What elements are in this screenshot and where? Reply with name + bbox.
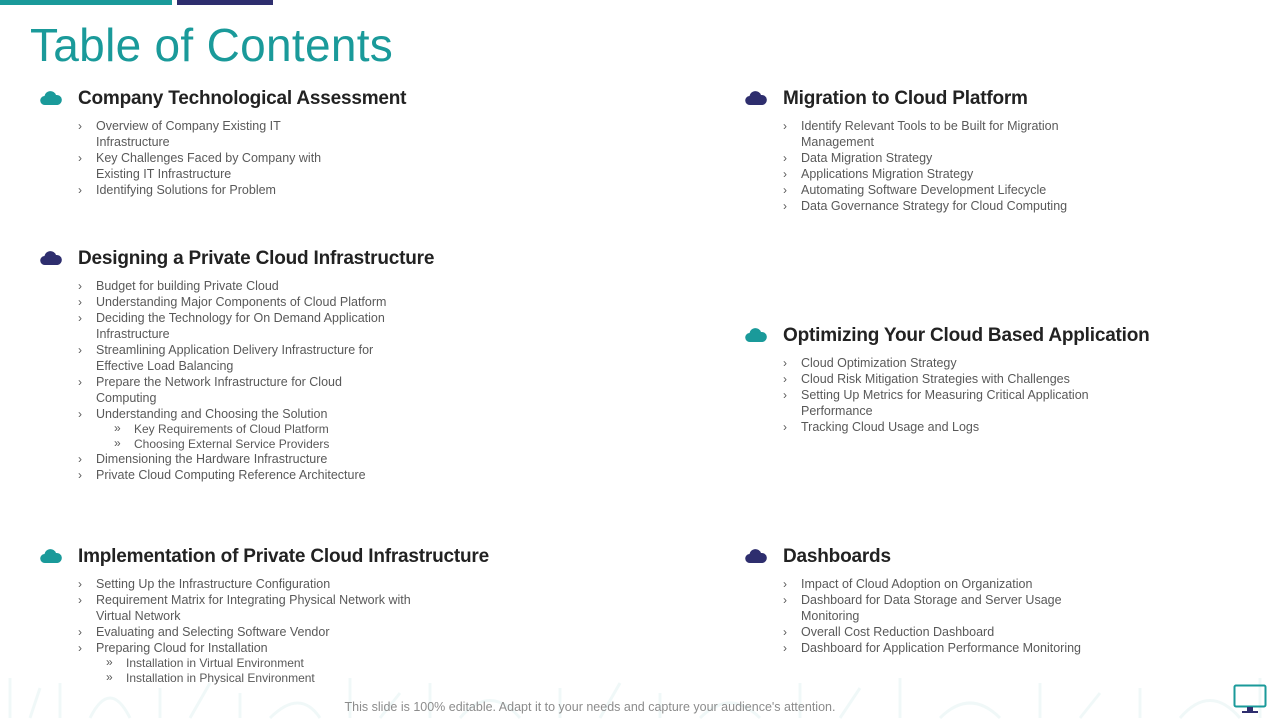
chevron-right-icon: › — [78, 452, 82, 466]
section-item-list — [40, 118, 460, 198]
chevron-right-icon: › — [783, 420, 787, 434]
chevron-right-icon: › — [783, 167, 787, 181]
chevron-right-icon: › — [78, 625, 82, 639]
chevron-right-icon: › — [783, 183, 787, 197]
list-item: › Overview of Company Existing IT Infrastructure — [78, 119, 281, 149]
slide-title: Table of Contents — [30, 19, 394, 71]
double-chevron-right-icon: » — [106, 669, 113, 684]
list-item: › Tracking Cloud Usage and Logs — [783, 420, 980, 434]
list-item: › Cloud Risk Mitigation Strategies with Challenges — [783, 372, 1070, 386]
section-item-list — [745, 355, 1185, 435]
chevron-right-icon: › — [78, 311, 82, 325]
chevron-right-icon: › — [783, 372, 787, 386]
section-optimizing — [745, 325, 1185, 435]
chevron-right-icon: › — [78, 343, 82, 357]
chevron-right-icon: › — [783, 388, 787, 402]
section-title: Dashboards — [783, 546, 891, 567]
chevron-right-icon: › — [783, 641, 787, 655]
list-item: › Setting Up the Infrastructure Configuration — [78, 577, 331, 591]
sub-item-list — [96, 422, 480, 451]
chevron-right-icon: › — [783, 356, 787, 370]
section-title: Optimizing Your Cloud Based Application — [783, 325, 1150, 346]
list-item: › Private Cloud Computing Reference Architecture — [78, 468, 366, 482]
double-chevron-right-icon: » — [106, 655, 113, 669]
sub-list-item: » Choosing External Service Providers — [114, 435, 330, 451]
list-item: › Deciding the Technology for On Demand Application Infrastructure — [78, 311, 385, 341]
cloud-icon — [40, 548, 62, 564]
list-item: › Evaluating and Selecting Software Vendor — [78, 625, 330, 639]
section-item-list — [40, 278, 480, 483]
cloud-icon — [745, 90, 767, 106]
chevron-right-icon: › — [78, 375, 82, 389]
list-item: › Requirement Matrix for Integrating Physical Network with Virtual Network — [78, 593, 411, 623]
list-item: › Dashboard for Data Storage and Server Usage Monitoring — [783, 593, 1062, 623]
list-item: › Impact of Cloud Adoption on Organization — [783, 577, 1033, 591]
top-accent-bar-navy — [177, 0, 273, 5]
sub-list-item: » Key Requirements of Cloud Platform — [114, 421, 329, 436]
chevron-right-icon: › — [78, 183, 82, 197]
chevron-right-icon: › — [783, 151, 787, 165]
chevron-right-icon: › — [783, 577, 787, 591]
chevron-right-icon: › — [78, 407, 82, 421]
cloud-icon — [40, 250, 62, 266]
section-item-list — [745, 576, 1185, 656]
double-chevron-right-icon: » — [114, 421, 121, 435]
section-company-assessment — [40, 88, 460, 198]
list-item: › Understanding and Choosing the Solution » Key Requirements of Cloud Platform » Choosing External Service Providers — [96, 406, 480, 451]
list-item: › Data Governance Strategy for Cloud Computing — [783, 199, 1068, 213]
list-item: › Budget for building Private Cloud — [78, 279, 279, 293]
chevron-right-icon: › — [78, 119, 82, 133]
chevron-right-icon: › — [783, 625, 787, 639]
list-item: › Identify Relevant Tools to be Built for Migration Management — [783, 119, 1059, 149]
list-item: › Cloud Optimization Strategy — [783, 356, 957, 370]
top-accent-bar-teal — [0, 0, 172, 5]
chevron-right-icon: › — [783, 119, 787, 133]
list-item: › Setting Up Metrics for Measuring Critical Application Performance — [783, 388, 1089, 418]
list-item: › Understanding Major Components of Cloud Platform — [78, 295, 387, 309]
list-item: › Dimensioning the Hardware Infrastructure — [78, 452, 328, 466]
cloud-icon — [745, 548, 767, 564]
section-title: Implementation of Private Cloud Infrastructure — [78, 546, 489, 567]
list-item: › Automating Software Development Lifecycle — [783, 183, 1047, 197]
chevron-right-icon: › — [78, 577, 82, 591]
section-title: Migration to Cloud Platform — [783, 88, 1028, 109]
list-item: › Prepare the Network Infrastructure for Cloud Computing — [78, 375, 342, 405]
sub-item-list — [96, 656, 520, 685]
list-item: › Data Migration Strategy — [783, 151, 933, 165]
double-chevron-right-icon: » — [114, 435, 121, 450]
chevron-right-icon: › — [78, 468, 82, 482]
list-item: › Overall Cost Reduction Dashboard — [783, 625, 995, 639]
sub-list-item: » Installation in Virtual Environment — [106, 655, 304, 670]
chevron-right-icon: › — [78, 279, 82, 293]
cloud-icon — [40, 90, 62, 106]
chevron-right-icon: › — [78, 151, 82, 165]
section-title: Designing a Private Cloud Infrastructure — [78, 248, 435, 269]
list-item: › Dashboard for Application Performance Monitoring — [783, 641, 1082, 655]
chevron-right-icon: › — [783, 199, 787, 213]
section-item-list — [745, 118, 1165, 214]
chevron-right-icon: › — [783, 593, 787, 607]
list-item: › Preparing Cloud for Installation » Installation in Virtual Environment » Installation in Physical Environment — [96, 640, 520, 685]
list-item: › Streamlining Application Delivery Infrastructure for Effective Load Balancing — [78, 343, 374, 373]
section-migration — [745, 88, 1165, 214]
chevron-right-icon: › — [78, 593, 82, 607]
monitor-icon — [1233, 684, 1267, 714]
list-item: › Identifying Solutions for Problem — [78, 183, 276, 197]
footer-note: This slide is 100% editable. Adapt it to your needs and capture your audience's attention. — [344, 700, 836, 714]
section-designing-private-cloud — [40, 248, 480, 483]
list-item: › Key Challenges Faced by Company with Existing IT Infrastructure — [78, 151, 322, 181]
section-title: Company Technological Assessment — [78, 88, 407, 109]
section-item-list — [40, 576, 520, 685]
section-implementation — [40, 546, 520, 685]
list-item: › Applications Migration Strategy — [783, 167, 974, 181]
cloud-icon — [745, 327, 767, 343]
chevron-right-icon: › — [78, 295, 82, 309]
sub-list-item: » Installation in Physical Environment — [106, 669, 315, 685]
section-dashboards — [745, 546, 1185, 656]
chevron-right-icon: › — [78, 641, 82, 655]
